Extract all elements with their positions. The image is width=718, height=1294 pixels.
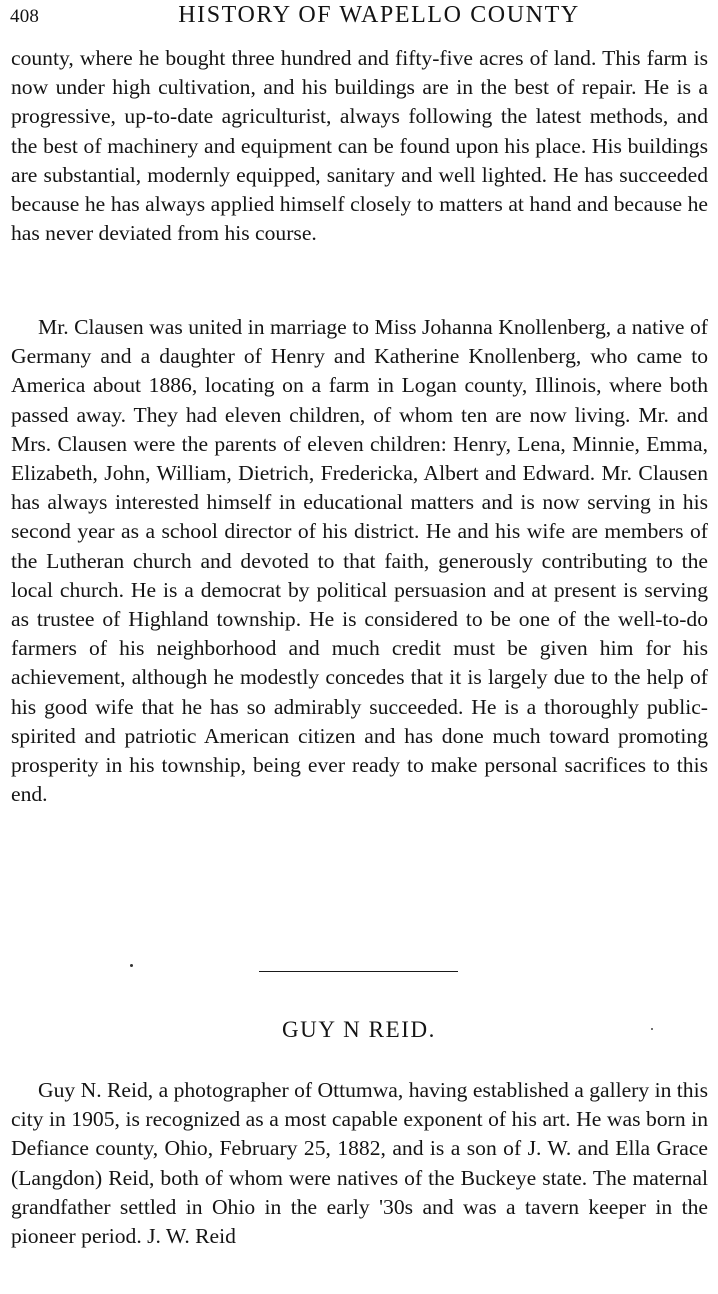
marriage-paragraph-text: Mr. Clausen was united in marriage to Miss Johanna Knollenberg, a native of Germany and a daughter of Henry and Katherine Knollenberg, who came to America about 1886, locating on a farm in Logan county, Illinois, where both passed away. They had eleven children, of whom ten are now living. Mr. and Mrs. Clausen were the parents of eleven children: Henry, Lena, Minnie, Emma, Elizabeth, John, William, Dietrich, Fredericka, Albert and Edward. Mr. Clausen has always interested himself in educational matters and is now serving in his second year as a school director of his district. He and his wife are members of the Lutheran church and devoted to that faith, generously contributing to the local church. He is a democrat by political persuasion and at present is serving as trustee of Highland township. He is considered to be one of the well-to-do farmers of his neighborhood and much credit must be given him for his achievement, although he modestly concedes that it is largely due to the help of his good wife that he has so admirably succeeded. He is a thoroughly public-spirited and patriotic American citizen and has done much toward promoting prosperity in his township, being ever ready to make personal sacrifices to this end. [11,315,708,807]
running-head [0,2,718,32]
running-title: HISTORY OF WAPELLO COUNTY [178,2,580,28]
print-speck [130,964,133,967]
marriage-paragraph [11,313,708,809]
section-heading: GUY N REID. [281,1017,437,1042]
continuation-paragraph [11,44,708,248]
page-number: 408 [10,6,40,27]
biography-paragraph-text: Guy N. Reid, a photographer of Ottumwa, having established a gallery in this city in 1905, is recognized as a most capable exponent of his art. He was born in Defiance county, Ohio, February 25, 1882, and is a son of J. W. and Ella Grace (Langdon) Reid, both of whom were natives of the Buckeye state. The maternal grandfather settled in Ohio in the early '30s and was a tavern keeper in the pioneer period. J. W. Reid [11,1078,708,1249]
section-divider [259,971,458,972]
biography-paragraph [11,1076,708,1251]
continuation-paragraph-text: county, where he bought three hundred and fifty-five acres of land. This farm is now under high cultivation, and his buildings are in the best of repair. He is a progressive, up-to-date agriculturist, always following the latest methods, and the best of machinery and equipment can be found upon his place. His buildings are substantial, modernly equipped, sanitary and well lighted. He has succeeded because he has always applied himself closely to matters at hand and because he has never deviated from his course. [11,46,708,246]
